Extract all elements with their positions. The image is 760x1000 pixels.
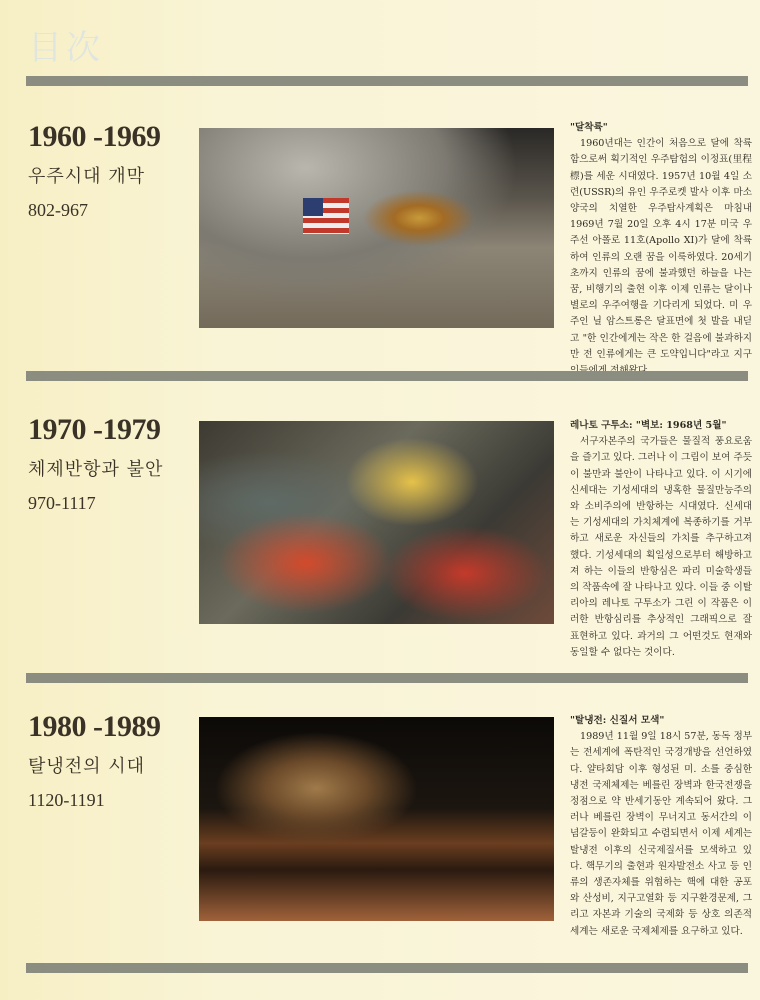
section-years: 1970 -1979 bbox=[28, 413, 161, 446]
divider-bar bbox=[26, 371, 748, 381]
abstract-painting-photo bbox=[199, 421, 554, 624]
section-years: 1960 -1969 bbox=[28, 120, 161, 153]
berlin-wall-photo bbox=[199, 717, 554, 921]
us-flag-image bbox=[303, 198, 349, 234]
section-page-range: 970-1117 bbox=[28, 493, 96, 513]
divider-bar bbox=[26, 673, 748, 683]
section-subtitle: 탈냉전의 시대 bbox=[28, 756, 146, 777]
caption-body: 1960년대는 인간이 처음으로 달에 착륙함으로써 획기적인 우주탐험의 이정표(里程標)를 세운 시대였다. 1957년 10월 4일 소련(USSR)의 유인 우주로켓 발사 이후 마소 양국의 치열한 우주탐사계획은 마침내 1969년 7월 20일 오후 4시 17분 미국 우주선 아폴로 11호(Apollo XI)가 달에 착륙하여 인류의 오랜 꿈을 이룩하였다. 20세기초까지 인류의 꿈에 불과했던 하늘을 나는 꿈, 비행기의 출현 이후 이제 인류는 달이나 별로의 우주여행을 기다리게 되었다. 미 우주인 닐 암스트롱은 달표면에 첫 발을 내딛고 "한 인간에게는 작은 한 걸음에 불과하지만 전 인류에게는 큰 도약입니다"라고 지구 bbox=[570, 138, 752, 360]
divider-bar bbox=[26, 963, 748, 973]
caption-1960s bbox=[570, 120, 752, 379]
caption-title: "달착륙" bbox=[570, 122, 608, 133]
section-subtitle: 체제반항과 불안 bbox=[28, 459, 164, 480]
caption-title: 레나토 구투소: "벽보: 1968년 5월" bbox=[570, 420, 727, 431]
caption-body: 서구자본주의 국가들은 물질적 풍요로움을 즐기고 있다. 그러나 이 그림이 보여 주듯이 불만과 불안이 나타나고 있다. 이 시기에 신세대는 기성세대의 냉혹한 물질만능주의와 소비주의에 반항하는 시대였다. 신세대는 기성세대의 가치체계에 복종하기를 거부하고 새로운 자신들의 가치를 추구하고져 했다. 기성세대의 획일성으로부터 해방하고져 하는 이들의 반항심은 파리 미술학생들의 작품속에 잘 나타나고 있다. 이들 중 이탈리아의 레나토 구투소가 그린 이 작품은 이러한 반항심리를 추상적인 그래픽으로 잘 표현하고 있다. 과거의 그 어떤것도 현재와 동일할 수 없다는 것이다. bbox=[570, 436, 752, 658]
caption-title: "탈냉전: 신질서 모색" bbox=[570, 715, 665, 726]
caption-1970s bbox=[570, 418, 752, 661]
section-subtitle: 우주시대 개막 bbox=[28, 166, 146, 187]
section-page-range: 1120-1191 bbox=[28, 790, 105, 810]
caption-body: 1989년 11월 9일 18시 57분, 동독 정부는 전세계에 폭탄적인 국경개방을 선언하였다. 얄타회담 이후 형성된 미. 소를 중심한 냉전 국제체제는 베를린 장벽과 한국전쟁을 정점으로 약 반세기동안 계속되어 왔다. 그러나 베를린 장벽이 무너지고 동서간의 이념갈등이 완화되고 수렴되면서 이제 세계는 탈냉전 이후의 신국제질서를 모색하고 있다. 핵무기의 출현과 원자발전소 사고 등 인류의 생존자체를 위협하는 핵에 대한 공포와 산성비, 지구고열화 등 지구환경문제, 그리고 자본과 기술의 국제화 등 상호 의존적 세계는 새로운 국제체제를 요구하고 있다. bbox=[570, 731, 752, 937]
moon-landing-photo bbox=[199, 128, 554, 328]
section-years: 1980 -1989 bbox=[28, 710, 161, 743]
page-title: 目次 bbox=[28, 28, 104, 68]
caption-1980s bbox=[570, 713, 752, 940]
section-page-range: 802-967 bbox=[28, 200, 88, 220]
divider-bar bbox=[26, 76, 748, 86]
